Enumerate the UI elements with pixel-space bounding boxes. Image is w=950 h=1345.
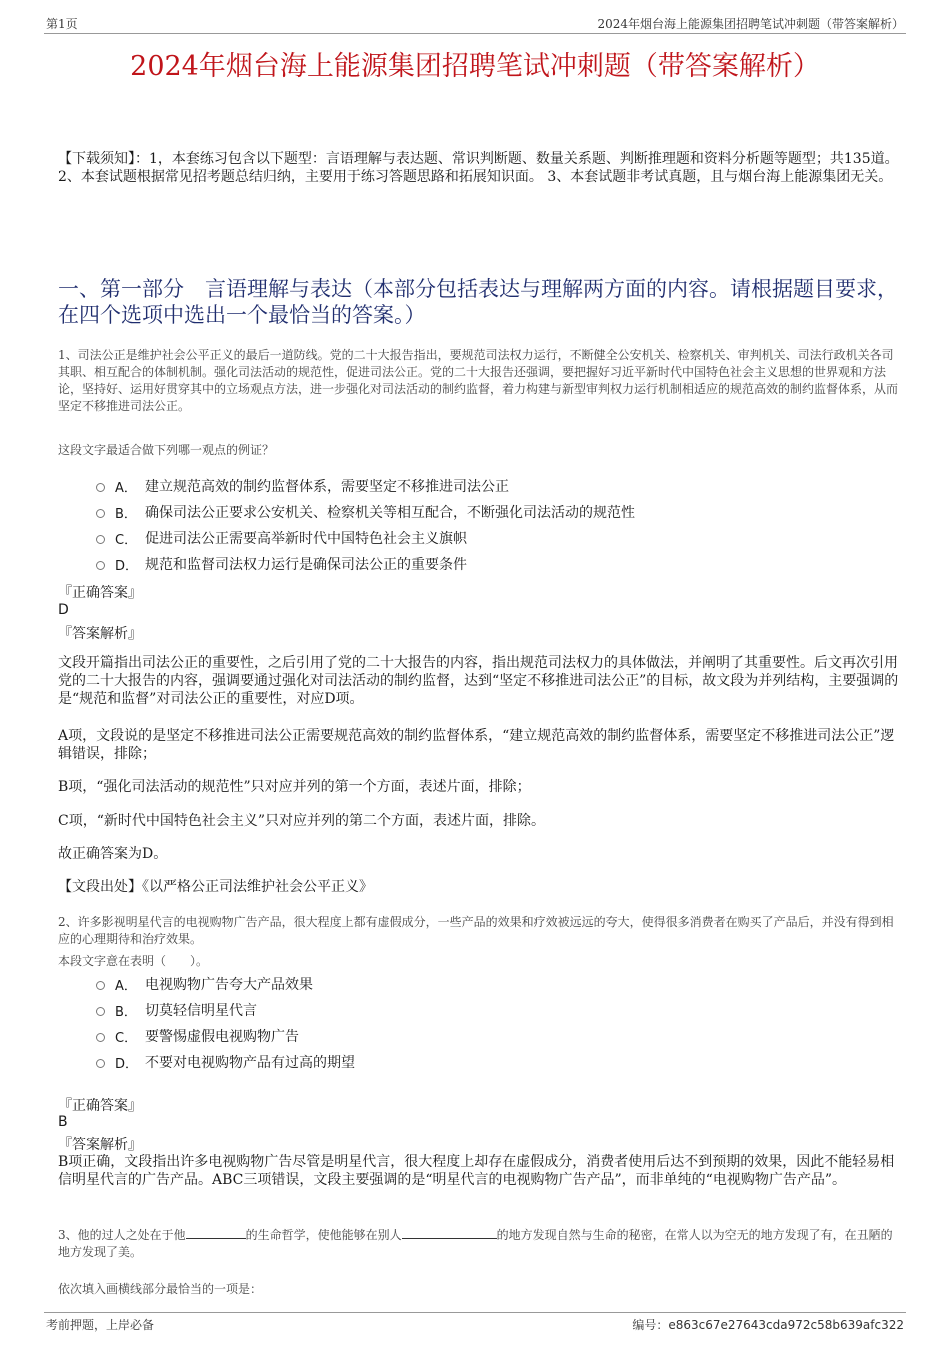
section-heading: 一、第一部分 言语理解与表达（本部分包括表达与理解两方面的内容。请根据题目要求，在四个选项中选出一个最恰当的答案。） [58, 277, 898, 327]
q1-analysis-p4: C项，“新时代中国特色社会主义”只对应并列的第二个方面，表述片面，排除。 [58, 813, 546, 829]
footer-rule [44, 1312, 906, 1313]
q1-analysis-p1: 文段开篇指出司法公正的重要性，之后引用了党的二十大报告的内容，指出规范司法权力的具体做法，并阐明了其重要性。后文再次引用党的二十大报告的内容，强调要通过强化对司法活动的制约监督，达到“坚定不移推进司法公正”的目标，故文段为并列结构，主要强调的是“规范和监督”对司法公正的重要性，对应D项。 [58, 655, 899, 707]
q2-analysis-label: 『答案解析』 [58, 1137, 142, 1153]
q2-answer: B [58, 1114, 68, 1130]
option-letter: D． [115, 558, 139, 574]
footer-slogan: 考前押题，上岸必备 [46, 1318, 155, 1332]
option-letter: B． [115, 1004, 137, 1020]
q2-answer-label: 『正确答案』 [58, 1098, 142, 1114]
q1-analysis-label: 『答案解析』 [58, 626, 142, 642]
running-title: 2024年烟台海上能源集团招聘笔试冲刺题（带答案解析） [597, 17, 904, 31]
option-letter: B． [115, 506, 137, 522]
page-number: 第1页 [46, 17, 78, 31]
q3-question: 依次填入画横线部分最恰当的一项是： [58, 1282, 263, 1296]
option-text: 规范和监督司法权力运行是确保司法公正的重要条件 [145, 557, 467, 573]
q1-question: 这段文字最适合做下列哪一观点的例证？ [58, 443, 275, 457]
radio-icon[interactable] [96, 1007, 105, 1016]
radio-icon[interactable] [96, 981, 105, 990]
radio-icon[interactable] [96, 1033, 105, 1042]
option-letter: A． [115, 480, 137, 496]
option-letter: C． [115, 532, 138, 548]
q1-option-c[interactable] [96, 528, 467, 548]
q2-option-a[interactable] [96, 974, 313, 994]
option-text: 确保司法公正要求公安机关、检察机关等相互配合，不断强化司法活动的规范性 [145, 505, 635, 521]
radio-icon[interactable] [96, 509, 105, 518]
q1-option-b[interactable] [96, 502, 635, 522]
option-text: 电视购物广告夸大产品效果 [145, 977, 313, 993]
option-text: 促进司法公正需要高举新时代中国特色社会主义旗帜 [145, 531, 467, 547]
radio-icon[interactable] [96, 561, 105, 570]
option-letter: C． [115, 1030, 138, 1046]
fill-blank-2[interactable] [402, 1226, 497, 1239]
header-rule [44, 33, 906, 34]
serial-number: e863c67e27643cda972c58b639afc322 [668, 1318, 904, 1332]
option-text: 不要对电视购物产品有过高的期望 [145, 1055, 355, 1071]
option-text: 要警惕虚假电视购物广告 [145, 1029, 299, 1045]
download-notice: 【下载须知】：1，本套练习包含以下题型：言语理解与表达题、常识判断题、数量关系题、判断推理题和资料分析题等题型；共135道。 2、本套试题根据常见招考题总结归纳，主要用于练习答题思路和拓展知识面。 3、本套试题非考试真题，且与烟台海上能源集团无关。 [58, 151, 899, 185]
q3-stem-part-c: 的地方发现自然与生命的秘密，在常人以为空无的地方发现了有，在丑陋的地方发现了美。 [58, 1228, 893, 1259]
q1-option-d[interactable] [96, 554, 467, 574]
q1-answer: D [58, 602, 69, 618]
option-letter: D． [115, 1056, 139, 1072]
fill-blank-1[interactable] [186, 1226, 246, 1239]
q2-stem: 2、许多影视明星代言的电视购物广告产品，很大程度上都有虚假成分，一些产品的效果和疗效被远远的夸大，使得很多消费者在购买了产品后，并没有得到相应的心理期待和治疗效果。 [58, 915, 894, 946]
option-letter: A． [115, 978, 137, 994]
option-text: 建立规范高效的制约监督体系，需要坚定不移推进司法公正 [145, 479, 509, 495]
q1-stem: 1、司法公正是维护社会公平正义的最后一道防线。党的二十大报告指出，要规范司法权力运行，不断健全公安机关、检察机关、审判机关、司法行政机关各司其职、相互配合的体制机制。强化司法活动的规范性，促进司法公正。党的二十大报告还强调，要把握好习近平新时代中国特色社会主义思想的世界观和方法论，坚持好、运用好贯穿其中的立场观点方法，进一步强化对司法活动的制约监督，着力构建与新型审判权力运行机制相适应的规范高效的制约监督体系，从而坚定不移推进司法公正。 [58, 348, 899, 413]
q1-source: 【文段出处】《以严格公正司法维护社会公平正义》 [58, 879, 373, 895]
q2-analysis: B项正确，文段指出许多电视购物广告尽管是明星代言，很大程度上却存在虚假成分，消费者使用后达不到预期的效果，因此不能轻易相信明星代言的广告产品。ABC三项错误，文段主要强调的是“明星代言的电视购物广告产品”，而非单纯的“电视购物广告产品”。 [58, 1154, 895, 1188]
q1-analysis-p5: 故正确答案为D。 [58, 846, 168, 862]
radio-icon[interactable] [96, 1059, 105, 1068]
radio-icon[interactable] [96, 483, 105, 492]
serial-label: 编号： [632, 1318, 669, 1332]
q1-option-a[interactable] [96, 476, 509, 496]
q1-analysis-p2: A项，文段说的是坚定不移推进司法公正需要规范高效的制约监督体系，“建立规范高效的制约监督体系，需要坚定不移推进司法公正”逻辑错误，排除； [58, 728, 895, 762]
q1-answer-label: 『正确答案』 [58, 585, 142, 601]
q3-stem [58, 1226, 903, 1261]
q2-option-d[interactable] [96, 1052, 355, 1072]
q2-option-b[interactable] [96, 1000, 257, 1020]
option-text: 切莫轻信明星代言 [145, 1003, 257, 1019]
q3-stem-part-b: 的生命哲学，使他能够在别人 [245, 1228, 402, 1242]
q2-option-c[interactable] [96, 1026, 299, 1046]
footer-serial [632, 1316, 904, 1333]
q2-question: 本段文字意在表明（ ）。 [58, 954, 209, 968]
page-title: 2024年烟台海上能源集团招聘笔试冲刺题（带答案解析） [130, 51, 820, 82]
q3-stem-part-a: 3、他的过人之处在于他 [58, 1228, 186, 1242]
q1-analysis-p3: B项，“强化司法活动的规范性”只对应并列的第一个方面，表述片面，排除； [58, 779, 531, 795]
radio-icon[interactable] [96, 535, 105, 544]
